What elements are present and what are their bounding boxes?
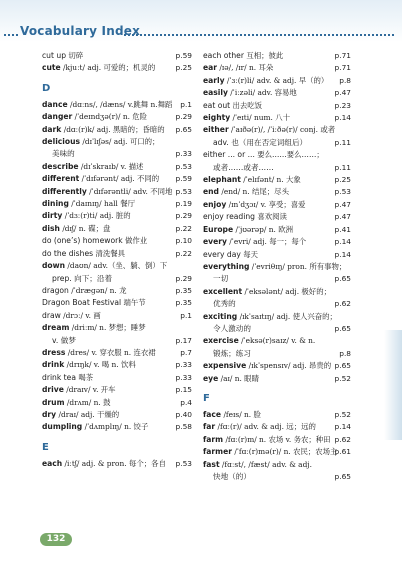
entry-term: 或者……或者…… xyxy=(213,162,274,172)
index-entry xyxy=(42,421,192,433)
entry-term: 美味的 xyxy=(52,149,75,159)
index-entry-continuation xyxy=(42,148,192,160)
entry-page-ref: p.8 xyxy=(339,75,351,85)
entry-term: exercise xyxy=(203,336,239,346)
entry-definition: 喝茶 xyxy=(75,372,94,382)
index-entry xyxy=(42,173,192,185)
entry-definition: /dɑːns/, /dæns/ v.跳舞 n.舞蹈 xyxy=(67,99,173,109)
entry-definition: /drʌm/ n. 鼓 xyxy=(64,397,111,407)
entry-definition: /ˈiːzəli/ adv. 容易地 xyxy=(227,88,297,98)
entry-definition: /daʊn/ adv.（坐、躺、倒）下 xyxy=(65,261,168,271)
entry-page-ref: p.53 xyxy=(175,161,192,171)
entry-page-ref: p.14 xyxy=(334,113,351,123)
entry-term: dance xyxy=(42,99,68,109)
entry-page-ref: p.35 xyxy=(175,285,192,295)
entry-page-ref: p.33 xyxy=(175,360,192,370)
entry-definition: /ˈdeɪndʒə(r)/ n. 危险 xyxy=(72,112,148,122)
index-entry-continuation xyxy=(203,323,351,335)
index-entry xyxy=(42,62,192,74)
entry-page-ref: p.47 xyxy=(334,199,351,209)
entry-term: dish xyxy=(42,223,60,233)
page-header xyxy=(0,0,402,42)
entry-term: drive xyxy=(42,385,64,395)
entry-term: eye xyxy=(203,373,219,383)
entry-definition: /ˈdɪfərənt/ adj. 不同的 xyxy=(79,174,160,184)
index-entry xyxy=(42,409,192,421)
entry-term: dream xyxy=(42,323,70,333)
entry-definition: /ˈaɪðə(r)/, /ˈiːðə(r)/ conj. 或者 xyxy=(228,125,336,135)
entry-page-ref: p.25 xyxy=(334,175,351,185)
index-entry xyxy=(42,310,192,322)
entry-page-ref: p.61 xyxy=(334,447,351,457)
index-entry xyxy=(42,458,192,470)
index-entry xyxy=(203,100,351,112)
index-entry xyxy=(42,372,192,384)
entry-definition: /fɑː(r)/ adv. & adj. 远；远的 xyxy=(215,422,316,432)
index-entry xyxy=(42,198,192,210)
entry-term: adv. 也（用在否定词组后） xyxy=(213,137,308,147)
entry-page-ref: p.15 xyxy=(175,385,192,395)
entry-term: every day xyxy=(203,249,241,259)
entry-page-ref: p.11 xyxy=(334,162,351,172)
entry-term: excellent xyxy=(203,286,243,296)
entry-definition: 出去吃饭 xyxy=(230,100,263,110)
index-entry xyxy=(42,397,192,409)
index-entry xyxy=(203,224,351,236)
index-entry xyxy=(42,347,192,359)
index-entry xyxy=(42,297,192,309)
index-entry xyxy=(203,199,351,211)
entry-page-ref: p.22 xyxy=(175,223,192,233)
entry-term: danger xyxy=(42,112,73,122)
entry-definition: /ˈevriθɪŋ/ pron. 所有事物； xyxy=(249,261,347,271)
entry-definition: /ˈeɪti/ num. 八十 xyxy=(230,113,290,123)
entry-definition: /drɔː/ v. 画 xyxy=(60,310,101,320)
entry-definition: /ˈeksə(r)saɪz/ v. & n. xyxy=(238,336,316,346)
section-letter: F xyxy=(203,392,210,404)
index-entry xyxy=(203,360,351,372)
entry-page-ref: p.62 xyxy=(334,299,351,309)
entry-page-ref: p.29 xyxy=(175,112,192,122)
entry-definition: 互相；彼此 xyxy=(243,51,284,60)
entry-term: draw xyxy=(42,310,61,320)
entry-page-ref: p.14 xyxy=(334,422,351,432)
index-entry xyxy=(42,248,192,260)
entry-term: different xyxy=(42,174,80,184)
entry-definition: 清洗餐具 xyxy=(93,248,126,258)
entry-term: everything xyxy=(203,261,250,271)
entry-definition: /feɪs/ n. 脸 xyxy=(221,409,261,419)
entry-term: dress xyxy=(42,347,66,357)
entry-term: easily xyxy=(203,88,228,98)
entry-term: v. 做梦 xyxy=(52,335,76,345)
entry-page-ref: p.33 xyxy=(175,149,192,159)
entry-definition: 喜欢阅读 xyxy=(255,212,287,222)
entry-term: fast xyxy=(203,459,220,469)
index-entry xyxy=(42,210,192,222)
index-entry xyxy=(203,87,351,99)
entry-definition: /drɪŋk/ v. 喝 n. 饮料 xyxy=(64,360,136,370)
entry-term: describe xyxy=(42,161,79,171)
entry-page-ref: p.71 xyxy=(334,51,351,60)
entry-term: ear xyxy=(203,63,218,73)
entry-page-ref: p.58 xyxy=(175,422,192,432)
entry-term: cute xyxy=(42,63,61,73)
entry-term: drink xyxy=(42,360,65,370)
index-entry xyxy=(203,311,351,323)
entry-page-ref: p.65 xyxy=(334,361,351,371)
index-entry xyxy=(203,236,351,248)
header-dotted-rule-left xyxy=(4,34,18,36)
index-entry xyxy=(42,322,192,334)
index-entry xyxy=(42,359,192,371)
page-number-badge: 132 xyxy=(40,533,72,546)
entry-term: drum xyxy=(42,397,65,407)
entry-term: early xyxy=(203,75,225,85)
entry-definition: /dɪˈskraɪb/ v. 描述 xyxy=(78,161,144,171)
entry-term: down xyxy=(42,261,66,271)
entry-page-ref: p.52 xyxy=(334,409,351,419)
index-entry xyxy=(203,186,351,198)
entry-term: far xyxy=(203,422,216,432)
entry-term: delicious xyxy=(42,137,81,147)
entry-term: dark xyxy=(42,124,62,134)
entry-term: either xyxy=(203,125,229,135)
entry-page-ref: p.40 xyxy=(175,409,192,419)
index-entry xyxy=(203,261,351,273)
index-entry xyxy=(203,50,351,62)
entry-page-ref: p.35 xyxy=(175,298,192,308)
entry-page-ref: p.1 xyxy=(180,310,192,320)
index-entry xyxy=(203,373,351,385)
index-entry xyxy=(42,136,192,148)
index-entry-continuation xyxy=(42,335,192,347)
header-title: Vocabulary Index xyxy=(20,24,141,38)
section-letter: E xyxy=(42,441,49,453)
entry-page-ref: p.53 xyxy=(175,186,192,196)
index-entry xyxy=(203,75,351,87)
entry-term: eighty xyxy=(203,113,231,123)
index-entry xyxy=(203,409,351,421)
entry-term: either ... or ... xyxy=(203,150,255,160)
index-entry xyxy=(203,211,351,223)
entry-definition: /ˈdɜː(r)ti/ adj. 脏的 xyxy=(62,211,131,221)
entry-term: each other xyxy=(203,51,244,60)
index-entry xyxy=(203,446,351,458)
entry-term: dumpling xyxy=(42,422,83,432)
entry-definition: 做作业 xyxy=(122,236,148,246)
entry-definition: /kjuːt/ adj. 可爱的；机灵的 xyxy=(60,63,156,73)
entry-definition: 每天 xyxy=(240,249,258,259)
entry-term: end xyxy=(203,187,219,197)
index-entry xyxy=(203,174,351,186)
entry-page-ref: p.1 xyxy=(180,99,192,109)
entry-term: do (one’s) homework xyxy=(42,236,123,246)
entry-term: 一切 xyxy=(213,274,229,284)
entry-term: dirty xyxy=(42,211,63,221)
left-column xyxy=(42,50,192,470)
entry-definition: /dɪˈlɪʃəs/ adj. 可口的； xyxy=(80,137,160,147)
entry-term: do the dishes xyxy=(42,248,94,258)
index-entry xyxy=(42,235,192,247)
entry-page-ref: p.29 xyxy=(175,211,192,221)
entry-page-ref: p.7 xyxy=(180,347,192,357)
entry-definition: /ˈjʊərəp/ n. 欧洲 xyxy=(233,224,293,234)
entry-definition: /ˈɜː(r)li/ adv. & adj. 早（的） xyxy=(224,75,329,85)
index-entry xyxy=(203,149,351,161)
index-entry xyxy=(203,249,351,261)
entry-definition: /driːm/ n. 梦想；睡梦 xyxy=(69,323,146,333)
entry-page-ref: p.65 xyxy=(334,323,351,333)
entry-page-ref: p.52 xyxy=(334,373,351,383)
entry-definition: /ˈdaɪnɪŋ/ hall 餐厅 xyxy=(68,199,136,209)
entry-term: farm xyxy=(203,434,224,444)
entry-page-ref: p.59 xyxy=(175,174,192,184)
side-tab-decoration xyxy=(384,330,402,440)
index-entry xyxy=(203,124,351,136)
entry-page-ref: p.47 xyxy=(334,212,351,222)
index-entry xyxy=(203,62,351,74)
entry-definition: 切碎 xyxy=(66,51,84,60)
index-entry-continuation xyxy=(203,471,351,483)
entry-term: exciting xyxy=(203,311,238,321)
entry-page-ref: p.8 xyxy=(339,348,351,358)
entry-page-ref: p.47 xyxy=(334,88,351,98)
entry-page-ref: p.53 xyxy=(175,458,192,468)
entry-page-ref: p.10 xyxy=(175,236,192,246)
entry-definition: /dɪʃ/ n. 碟；盘 xyxy=(59,223,111,233)
section-letter: D xyxy=(42,82,51,94)
index-entry-continuation xyxy=(203,137,351,149)
entry-definition: /dres/ v. 穿衣服 n. 连衣裙 xyxy=(65,347,156,357)
entry-page-ref: p.59 xyxy=(175,51,192,60)
entry-page-ref: p.53 xyxy=(334,187,351,197)
index-entry xyxy=(42,260,192,272)
entry-term: dragon xyxy=(42,285,69,295)
entry-definition: /aɪ/ n. 眼睛 xyxy=(218,373,259,383)
entry-definition: /end/ n. 结尾；尽头 xyxy=(219,187,289,197)
entry-page-ref: p.14 xyxy=(334,249,351,259)
entry-term: dry xyxy=(42,409,57,419)
entry-page-ref: p.25 xyxy=(175,63,192,73)
entry-definition: /dɑː(r)k/ adj. 黑暗的；昏暗的 xyxy=(61,124,165,134)
index-entry xyxy=(203,459,351,471)
entry-page-ref: p.11 xyxy=(334,137,351,147)
entry-page-ref: p.65 xyxy=(334,472,351,481)
entry-term: drink tea xyxy=(42,372,76,382)
entry-page-ref: p.65 xyxy=(175,124,192,134)
entry-term: expensive xyxy=(203,361,247,371)
entry-definition: /fɑː(r)m/ n. 农场 v. 务农；种田 xyxy=(223,434,331,444)
entry-page-ref: p.17 xyxy=(175,335,192,345)
entry-definition: 端午节 xyxy=(121,298,146,308)
entry-definition: /ˈeksələnt/ adj. 极好的； xyxy=(242,286,331,296)
entry-term: 令人激动的 xyxy=(213,323,251,333)
entry-term: Europe xyxy=(203,224,234,234)
index-entry xyxy=(42,186,192,198)
entry-page-ref: p.71 xyxy=(334,63,351,73)
index-entry-continuation xyxy=(203,348,351,360)
index-entry-continuation xyxy=(203,298,351,310)
entry-definition: /ˈelɪfənt/ n. 大象 xyxy=(240,175,301,185)
entry-term: dining xyxy=(42,199,69,209)
entry-term: differently xyxy=(42,186,87,196)
entry-definition: /ɪnˈdʒɔɪ/ v. 享受；喜爱 xyxy=(226,199,306,209)
entry-term: prep. 向下；沿着 xyxy=(52,273,113,283)
index-entry xyxy=(42,384,192,396)
index-entry xyxy=(203,421,351,433)
entry-definition: /ɪkˈsaɪtɪŋ/ adj. 使人兴奋的； xyxy=(237,311,337,321)
index-entry xyxy=(203,335,351,347)
entry-definition: /fɑːst/, /fæst/ adv. & adj. xyxy=(219,459,312,469)
entry-page-ref: p.29 xyxy=(175,273,192,283)
index-entry xyxy=(42,111,192,123)
entry-page-ref: p.33 xyxy=(175,372,192,382)
entry-term: elephant xyxy=(203,175,241,185)
index-entry xyxy=(42,223,192,235)
entry-term: Dragon Boat Festival xyxy=(42,298,122,308)
entry-term: cut up xyxy=(42,51,67,60)
entry-page-ref: p.14 xyxy=(334,237,351,247)
index-entry xyxy=(42,50,192,62)
entry-page-ref: p.4 xyxy=(180,397,192,407)
entry-page-ref: p.23 xyxy=(334,100,351,110)
right-column xyxy=(203,50,351,483)
entry-page-ref: p.65 xyxy=(334,274,351,284)
entry-term: enjoy xyxy=(203,199,227,209)
entry-term: enjoy reading xyxy=(203,212,255,222)
entry-definition: /iːtʃ/ adj. & pron. 每个；各自 xyxy=(62,458,166,468)
entry-definition: 要么……要么……； xyxy=(254,150,324,160)
entry-term: farmer xyxy=(203,447,232,457)
header-dotted-rule-right xyxy=(124,34,394,36)
entry-term: every xyxy=(203,237,227,247)
entry-term: eat out xyxy=(203,100,231,110)
entry-page-ref: p.19 xyxy=(175,199,192,209)
index-entry xyxy=(42,161,192,173)
entry-definition: /ˈfɑː(r)mə(r)/ n. 农民；农场主 xyxy=(231,447,338,457)
entry-page-ref: p.62 xyxy=(334,434,351,444)
entry-term: 优秀的 xyxy=(213,299,236,309)
index-entry xyxy=(42,124,192,136)
entry-page-ref: p.41 xyxy=(334,224,351,234)
index-entry xyxy=(42,99,192,111)
entry-term: face xyxy=(203,409,222,419)
entry-page-ref: p.22 xyxy=(175,248,192,258)
entry-term: each xyxy=(42,458,63,468)
entry-definition: /ˈevri/ adj. 每一；每个 xyxy=(226,237,307,247)
index-entry xyxy=(203,434,351,446)
entry-term: 锻炼；练习 xyxy=(213,348,251,358)
index-entry xyxy=(42,285,192,297)
index-entry xyxy=(203,112,351,124)
entry-term: 快地（的） xyxy=(213,472,251,481)
index-entry xyxy=(203,286,351,298)
entry-definition: /ɪə/, /ɪr/ n. 耳朵 xyxy=(217,63,274,73)
index-entry-continuation xyxy=(203,273,351,285)
entry-definition: /draɪv/ v. 开车 xyxy=(63,385,116,395)
entry-definition: /ˈdræɡən/ n. 龙 xyxy=(68,285,127,295)
entry-definition: /ɪkˈspensɪv/ adj. 昂贵的 xyxy=(246,361,332,371)
entry-definition: /draɪ/ adj. 干燥的 xyxy=(56,409,120,419)
entry-definition: /ˈdɪfərəntli/ adv. 不同地 xyxy=(86,186,173,196)
entry-definition: /ˈdʌmplɪŋ/ n. 饺子 xyxy=(82,422,149,432)
index-entry-continuation xyxy=(42,273,192,285)
index-entry-continuation xyxy=(203,162,351,174)
